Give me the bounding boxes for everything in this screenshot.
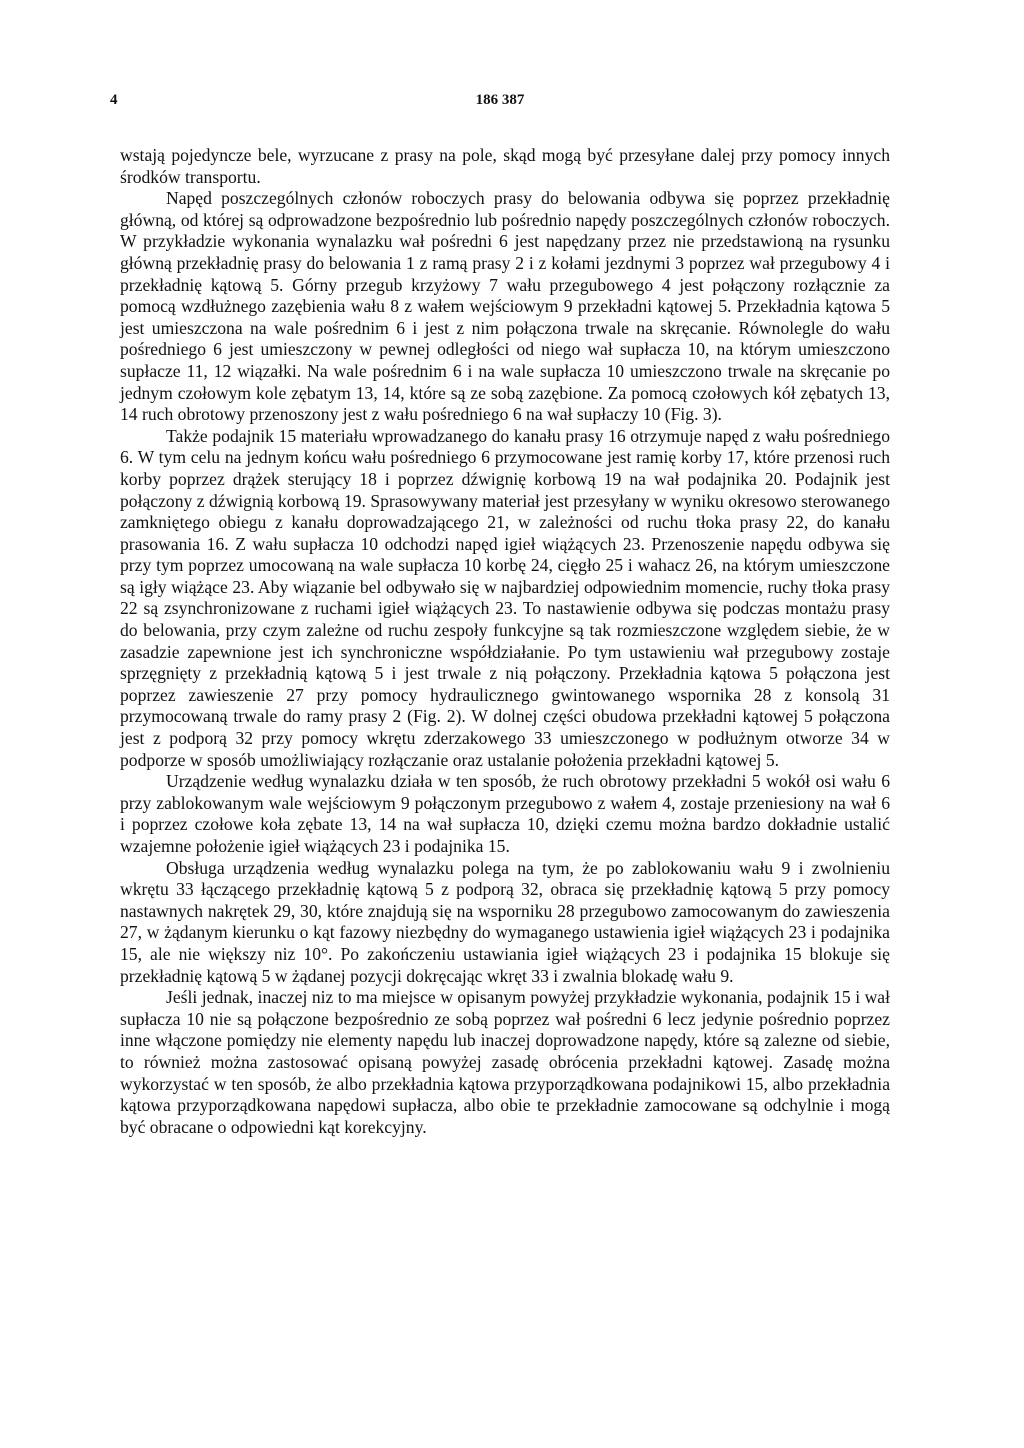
- paragraph: Napęd poszczególnych członów roboczych prasy do belowania odbywa się poprzez przekładnię główną, od której są odprowadzone bezpośrednio lub pośrednio napędy poszczególnych członów roboczych. W przykładzie wykonania wynalazku wał pośredni 6 jest napędzany przez nie przedstawioną na rysunku główną przekładnię prasy do belowania 1 z ramą prasy 2 i z kołami jezdnymi 3 poprzez wał przegubowy 4 i przekładnię kątową 5. Górny przegub krzyżowy 7 wału przegubowego 4 jest połączony rozłącznie za pomocą wzdłużnego zazębienia wału 8 z wałem wejściowym 9 przekładni kątowej 5. Przekładnia kątowa 5 jest umieszczona na wale pośrednim 6 i jest z nim połączona trwale na skręcanie. Równolegle do wału pośredniego 6 jest umieszczony w pewnej odległości od niego wał supłacza 10, na którym umieszczono supłacze 11, 12 wiązałki. Na wale pośrednim 6 i na wale supłacza 10 umieszczono trwale na skręcanie po jednym czołowym kole zębatym 13, 14, które są ze sobą zazębione. Za pomocą czołowych kół zębatych 13, 14 ruch obrotowy przenoszony jest z wału pośredniego 6 na wał supłaczy 10 (Fig. 3).: [120, 188, 890, 425]
- page-header: [110, 92, 890, 114]
- body-text: [120, 145, 890, 1138]
- paragraph: wstają pojedyncze bele, wyrzucane z prasy na pole, skąd mogą być przesyłane dalej przy pomocy innych środków transportu.: [120, 145, 890, 187]
- paragraph: Obsługa urządzenia według wynalazku polega na tym, że po zablokowaniu wału 9 i zwolnieniu wkrętu 33 łączącego przekładnię kątową 5 z podporą 32, obraca się przekładnię kątową 5 przy pomocy nastawnych nakrętek 29, 30, które znajdują się na wsporniku 28 przegubowo zamocowanym do zawieszenia 27, w żądanym kierunku o kąt fazowy niezbędny do wymaganego ustawienia igieł wiążących 23 i podajnika 15, ale nie większy niz 10°. Po zakończeniu ustawiania igieł wiążących 23 i podajnika 15 blokuje się przekładnię kątową 5 w żądanej pozycji dokręcając wkręt 33 i zwalnia blokadę wału 9.: [120, 857, 890, 986]
- paragraph: Jeśli jednak, inaczej niz to ma miejsce w opisanym powyżej przykładzie wykonania, podajnik 15 i wał supłacza 10 nie są połączone bezpośrednio ze sobą poprzez wał pośredni 6 lecz jedynie pośrednio poprzez inne włączone pomiędzy nie elementy napędu lub inaczej doprowadzone napędy, które są zalezne od siebie, to również można zastosować opisaną powyżej zasadę obrócenia przekładni kątowej. Zasadę można wykorzystać w ten sposób, że albo przekładnia kątowa przyporządkowana podajnikowi 15, albo przekładnia kątowa przyporządkowana napędowi supłacza, albo obie te przekładnie zamocowane są odchylnie i mogą być obracane o odpowiedni kąt korekcyjny.: [120, 987, 890, 1137]
- paragraph: Także podajnik 15 materiału wprowadzanego do kanału prasy 16 otrzymuje napęd z wału pośredniego 6. W tym celu na jednym końcu wału pośredniego 6 przymocowane jest ramię korby 17, które przenosi ruch korby poprzez drążek sterujący 18 i poprzez dźwignię korbową 19 na wał podajnika 20. Podajnik jest połączony z dźwignią korbową 19. Sprasowywany materiał jest przesyłany w wyniku okresowo sterowanego zamkniętego obiegu z kanału doprowadzającego 21, w zależności od ruchu tłoka prasy 22, do kanału prasowania 16. Z wału supłacza 10 odchodzi napęd igieł wiążących 23. Przenoszenie napędu odbywa się przy tym poprzez umocowaną na wale supłacza 10 korbę 24, cięgło 25 i wahacz 26, na którym umieszczone są igły wiążące 23. Aby wiązanie bel odbywało się w najbardziej odpowiednim momencie, ruchy tłoka prasy 22 są zsynchronizowane z ruchami igieł wiążących 23. To nastawienie odbywa się podczas montażu prasy do belowania, przy czym zależne od ruchu zespoły funkcyjne są tak rozmieszczone względem siebie, że w zasadzie zapewnione jest ich synchroniczne współdziałanie. Po tym ustawieniu wał przegubowy zostaje sprzęgnięty z przekładnią kątową 5 i jest trwale z nią połączony. Przekładnia kątowa 5 połączona jest poprzez zawieszenie 27 przy pomocy hydraulicznego gwintowanego wspornika 28 z konsolą 31 przymocowaną trwale do ramy prasy 2 (Fig. 2). W dolnej części obudowa przekładni kątowej 5 połączona jest z podporą 32 przy pomocy wkrętu zderzakowego 33 umieszczonego w podłużnym otworze 34 w podporze w sposób umożliwiający rozłączanie oraz ustalanie położenia przekładni kątowej 5.: [120, 425, 890, 770]
- page-number: 4: [110, 92, 118, 108]
- paragraph: Urządzenie według wynalazku działa w ten sposób, że ruch obrotowy przekładni 5 wokół osi wału 6 przy zablokowanym wale wejściowym 9 połączonym przegubowo z wałem 4, zostaje przeniesiony na wał 6 i poprzez czołowe koła zębate 13, 14 na wał supłacza 10, dzięki czemu można bardzo dokładnie ustalić wzajemne położenie igieł wiążących 23 i podajnika 15.: [120, 771, 890, 856]
- patent-number: 186 387: [475, 92, 525, 108]
